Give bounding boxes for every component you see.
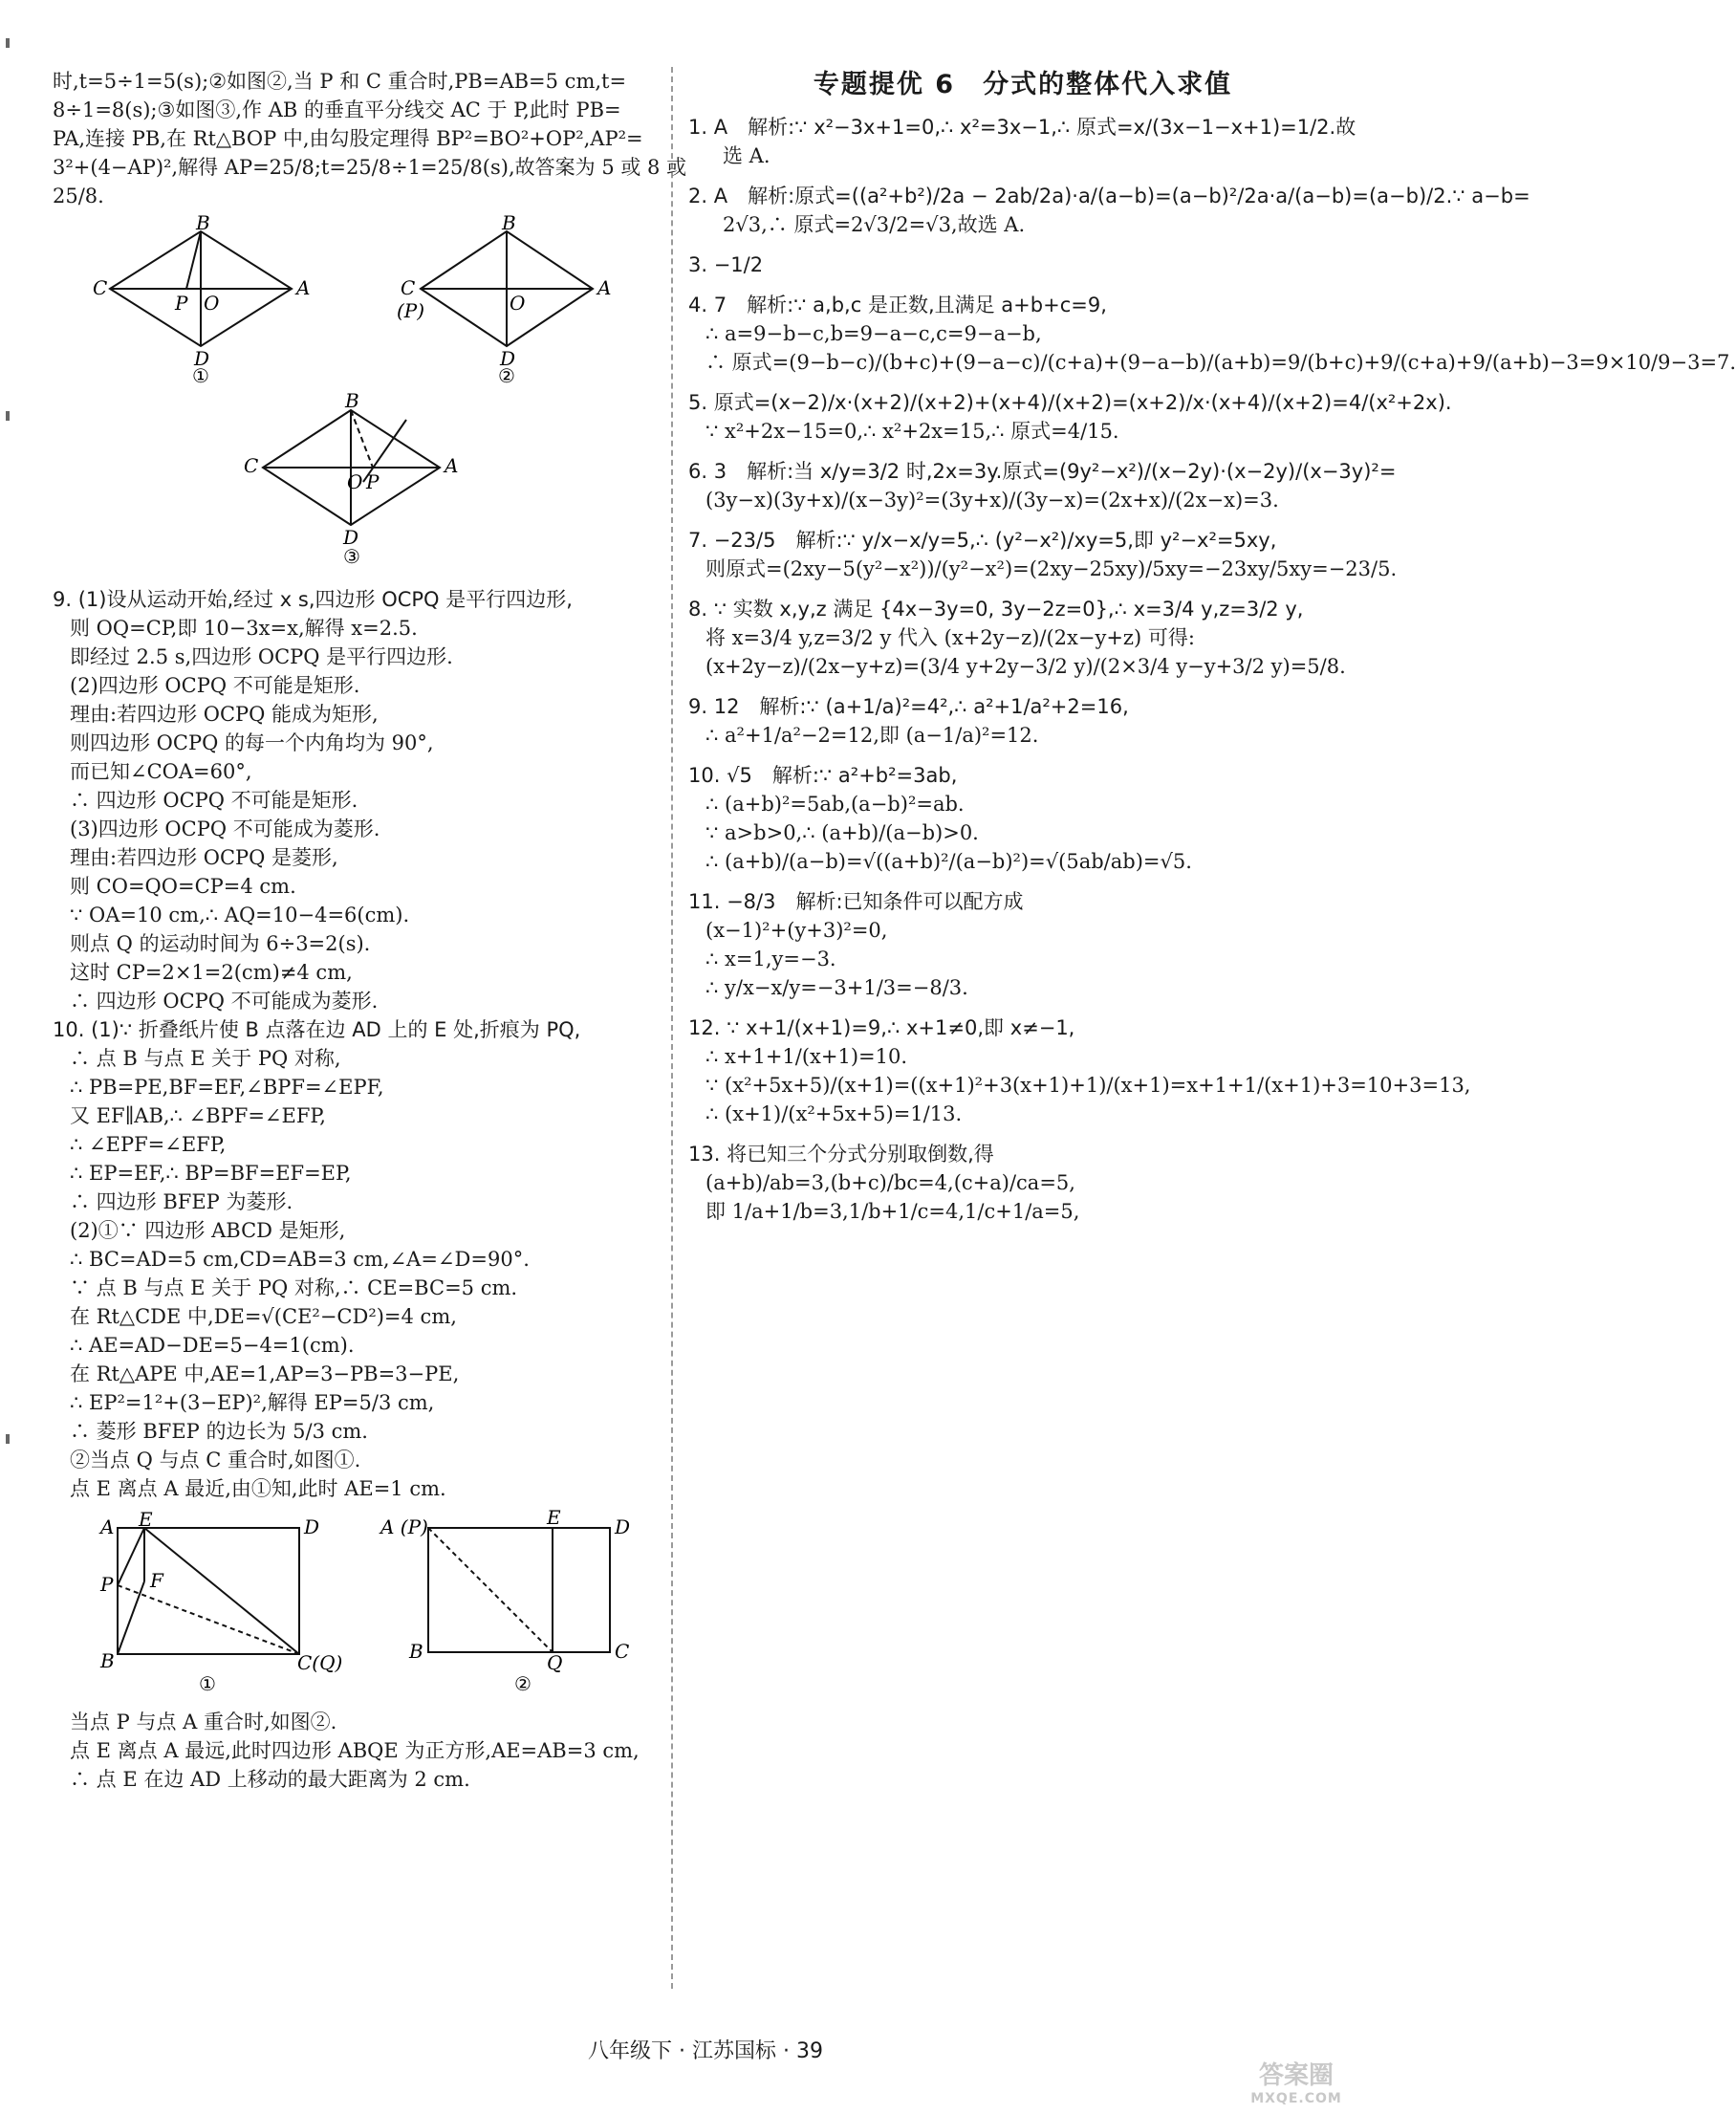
- text-line: 选 A.: [723, 144, 770, 167]
- text-line: 则四边形 OCPQ 的每一个内角均为 90°,: [70, 731, 434, 754]
- text-line: (x+2y−z)/(2x−y+z)=(3/4 y+2y−3/2 y)/(2×3/4 y−y+3/2 y)=5/8.: [705, 655, 1346, 678]
- text-line: 9. 12 解析:∵ (a+1/a)²=4²,∴ a²+1/a²+2=16,: [688, 695, 1129, 718]
- text-line: ∵ a>b>0,∴ (a+b)/(a−b)>0.: [705, 821, 979, 844]
- figure-number: ①: [192, 364, 209, 387]
- label-ap: A (P): [380, 1515, 428, 1538]
- text-line: ∴ 四边形 OCPQ 不可能是矩形.: [70, 789, 358, 812]
- text-line: ∴ a=9−b−c,b=9−a−c,c=9−a−b,: [705, 322, 1042, 345]
- page-footer: 八年级下 · 江苏国标 · 39: [588, 2039, 823, 2063]
- label-o: O: [347, 470, 363, 493]
- text-line: 则原式=(2xy−5(y²−x²))/(y²−x²)=(2xy−25xy)/5xy=−23xy/5xy=−23/5.: [705, 557, 1398, 580]
- q8-continuation: [53, 67, 687, 210]
- label-o: O: [204, 292, 220, 315]
- label-b: B: [408, 1640, 423, 1663]
- text-line: ∴ (a+b)²=5ab,(a−b)²=ab.: [705, 793, 965, 816]
- label-f: F: [149, 1569, 163, 1592]
- text-line: (2)①∵ 四边形 ABCD 是矩形,: [70, 1219, 346, 1242]
- label-cq: C(Q): [296, 1651, 342, 1674]
- text-line: 这时 CP=2×1=2(cm)≠4 cm,: [70, 961, 353, 984]
- text-line: 在 Rt△APE 中,AE=1,AP=3−PB=3−PE,: [70, 1362, 460, 1385]
- figure-number: ①: [198, 1672, 216, 1695]
- text-line: ∴ x=1,y=−3.: [705, 948, 836, 970]
- watermark-logo: [1210, 2056, 1382, 2109]
- text-line: 当点 P 与点 A 重合时,如图②.: [70, 1711, 337, 1733]
- text-line: 9. (1)设从运动开始,经过 x s,四边形 OCPQ 是平行四边形,: [53, 588, 573, 611]
- label-d: D: [343, 526, 359, 549]
- rhombus-figure-3-wrap: [53, 389, 664, 568]
- label-b: B: [196, 211, 210, 234]
- label-e: E: [138, 1508, 153, 1531]
- text-line: ∴ x+1+1/(x+1)=10.: [705, 1045, 908, 1068]
- text-line: 25/8.: [53, 185, 104, 207]
- text-line: ∴ 点 E 在边 AD 上移动的最大距离为 2 cm.: [70, 1768, 470, 1791]
- text-line: 8÷1=8(s);③如图③,作 AB 的垂直平分线交 AC 于 P,此时 PB=: [53, 98, 621, 121]
- label-b: B: [99, 1649, 115, 1672]
- rhombus-figure-2: [397, 211, 626, 387]
- text-line: ②当点 Q 与点 C 重合时,如图①.: [70, 1449, 361, 1471]
- text-line: 理由:若四边形 OCPQ 能成为矩形,: [70, 703, 379, 726]
- rhombus-figure-3: [225, 389, 492, 568]
- q9-solution: [53, 585, 664, 1015]
- text-line: 即经过 2.5 s,四边形 OCPQ 是平行四边形.: [70, 645, 453, 668]
- text-line: 13. 将已知三个分式分别取倒数,得: [688, 1143, 994, 1166]
- margin-mark: [6, 38, 10, 48]
- text-line: 又 EF∥AB,∴ ∠BPF=∠EFP,: [70, 1104, 326, 1127]
- text-line: 4. 7 解析:∵ a,b,c 是正数,且满足 a+b+c=9,: [688, 294, 1107, 316]
- margin-mark: [6, 1434, 10, 1444]
- text-line: 理由:若四边形 OCPQ 是菱形,: [70, 846, 338, 869]
- label-d: D: [194, 347, 210, 370]
- text-line: ∴ 四边形 OCPQ 不可能成为菱形.: [70, 990, 379, 1013]
- text-line: 将 x=3/4 y,z=3/2 y 代入 (x+2y−z)/(2x−y+z) 可得:: [705, 626, 1195, 649]
- text-line: 在 Rt△CDE 中,DE=√(CE²−CD²)=4 cm,: [70, 1305, 457, 1328]
- label-p: P: [175, 292, 188, 315]
- text-line: ∴ PB=PE,BF=EF,∠BPF=∠EPF,: [70, 1076, 384, 1099]
- label-c: C: [93, 276, 108, 299]
- label-q: Q: [546, 1651, 562, 1674]
- q10-conclusion: [53, 1708, 664, 1794]
- column-divider: [671, 67, 673, 1989]
- text-line: (3)四边形 OCPQ 不可能成为菱形.: [70, 817, 380, 840]
- left-column: [53, 67, 687, 1794]
- text-line: 5. 原式=(x−2)/x·(x+2)/(x+2)+(x+4)/(x+2)=(x+2)/x·(x+4)/(x+2)=4/(x²+2x).: [688, 391, 1452, 414]
- text-line: ∴ ∠EPF=∠EFP,: [70, 1133, 227, 1156]
- text-line: (3y−x)(3y+x)/(x−3y)²=(3y+x)/(3y−x)=(2x+x)/(2x−x)=3.: [705, 489, 1279, 512]
- text-line: ∴ 四边形 BFEP 为菱形.: [70, 1190, 293, 1213]
- text-line: PA,连接 PB,在 Rt△BOP 中,由勾股定理得 BP²=BO²+OP²,AP²=: [53, 127, 643, 150]
- figure-number: ②: [498, 364, 515, 387]
- rectangle-figure-2: [380, 1506, 639, 1696]
- text-line: 10. (1)∵ 折叠纸片使 B 点落在边 AD 上的 E 处,折痕为 PQ,: [53, 1018, 581, 1041]
- text-line: ∴ a²+1/a²−2=12,即 (a−1/a)²=12.: [705, 724, 1039, 747]
- label-c: C: [244, 454, 259, 477]
- text-line: ∴ BC=AD=5 cm,CD=AB=3 cm,∠A=∠D=90°.: [70, 1248, 530, 1271]
- text-line: ∴ (a+b)/(a−b)=√((a+b)²/(a−b)²)=√(5ab/ab)=√5.: [705, 850, 1192, 873]
- section-title: 专题提优 6 分式的整体代入求值: [813, 70, 1233, 99]
- text-line: ∵ (x²+5x+5)/(x+1)=((x+1)²+3(x+1)+1)/(x+1)=x+1+1/(x+1)+3=10+3=13,: [705, 1074, 1471, 1097]
- text-line: ∴ 点 B 与点 E 关于 PQ 对称,: [70, 1047, 341, 1070]
- label-p: P: [99, 1573, 113, 1596]
- text-line: 则点 Q 的运动时间为 6÷3=2(s).: [70, 932, 371, 955]
- text-line: 2. A 解析:原式=((a²+b²)/2a − 2ab/2a)·a/(a−b)=(a−b)²/2a·a/(a−b)=(a−b)/2.∵ a−b=: [688, 185, 1530, 207]
- text-line: 而已知∠COA=60°,: [70, 760, 252, 783]
- text-line: (2)四边形 OCPQ 不可能是矩形.: [70, 674, 360, 697]
- text-line: ∴ AE=AD−DE=5−4=1(cm).: [70, 1334, 355, 1357]
- text-line: (x−1)²+(y+3)²=0,: [705, 919, 888, 942]
- rhombus-figure-1: [91, 211, 320, 387]
- label-d: D: [500, 347, 516, 370]
- text-line: 点 E 离点 A 最远,此时四边形 ABQE 为正方形,AE=AB=3 cm,: [70, 1739, 640, 1762]
- label-b: B: [345, 389, 359, 412]
- label-e: E: [546, 1506, 561, 1529]
- rectangle-figures-row: [53, 1506, 664, 1696]
- text-line: ∴ 原式=(9−b−c)/(b+c)+(9−a−c)/(c+a)+(9−a−b)/(a+b)=9/(b+c)+9/(c+a)+9/(a+b)−3=9×10/9−3=7.: [705, 351, 1736, 374]
- text-line: 7. −23/5 解析:∵ y/x−x/y=5,∴ (y²−x²)/xy=5,即 y²−x²=5xy,: [688, 529, 1277, 552]
- text-line: ∴ y/x−x/y=−3+1/3=−8/3.: [705, 976, 968, 999]
- label-c: C: [401, 276, 416, 299]
- label-d: D: [303, 1515, 319, 1538]
- margin-mark: [6, 411, 10, 421]
- text-line: 8. ∵ 实数 x,y,z 满足 {4x−3y=0, 3y−2z=0},∴ x=3/4 y,z=3/2 y,: [688, 598, 1304, 621]
- label-c: C: [614, 1640, 629, 1663]
- watermark-sub: MXQE.COM: [1250, 2091, 1342, 2106]
- text-line: 2√3,∴ 原式=2√3/2=√3,故选 A.: [723, 213, 1026, 236]
- rectangle-figure-1: [79, 1508, 342, 1696]
- text-line: ∴ 菱形 BFEP 的边长为 5/3 cm.: [70, 1420, 368, 1443]
- text-line: 12. ∵ x+1/(x+1)=9,∴ x+1≠0,即 x≠−1,: [688, 1016, 1075, 1039]
- label-o: O: [510, 292, 526, 315]
- right-column: [688, 67, 1736, 1226]
- label-p: (P): [397, 299, 425, 322]
- text-line: ∵ OA=10 cm,∴ AQ=10−4=6(cm).: [70, 904, 410, 926]
- text-line: ∵ x²+2x−15=0,∴ x²+2x=15,∴ 原式=4/15.: [705, 420, 1119, 443]
- label-a: A: [99, 1515, 114, 1538]
- label-b: B: [502, 211, 516, 234]
- text-line: 即 1/a+1/b=3,1/b+1/c=4,1/c+1/a=5,: [705, 1200, 1080, 1223]
- text-line: ∵ 点 B 与点 E 关于 PQ 对称,∴ CE=BC=5 cm.: [70, 1276, 518, 1299]
- label-a: A: [296, 276, 311, 299]
- label-d: D: [614, 1515, 630, 1538]
- figure-number: ③: [343, 545, 360, 568]
- text-line: 6. 3 解析:当 x/y=3/2 时,2x=3y.原式=(9y²−x²)/(x−2y)·(x−2y)/(x−3y)²=: [688, 460, 1397, 483]
- q10-solution: [53, 1015, 664, 1503]
- text-line: 11. −8/3 解析:已知条件可以配方成: [688, 890, 1024, 913]
- text-line: 3. −1/2: [688, 253, 764, 276]
- text-line: 则 CO=QO=CP=4 cm.: [70, 875, 296, 898]
- text-line: 时,t=5÷1=5(s);②如图②,当 P 和 C 重合时,PB=AB=5 cm,t=: [53, 70, 627, 93]
- text-line: 10. √5 解析:∵ a²+b²=3ab,: [688, 764, 958, 787]
- text-line: (a+b)/ab=3,(b+c)/bc=4,(c+a)/ca=5,: [705, 1171, 1075, 1194]
- label-a: A: [597, 276, 612, 299]
- figure-number: ②: [513, 1672, 532, 1695]
- answers-list: [688, 113, 1736, 1226]
- text-line: 3²+(4−AP)²,解得 AP=25/8;t=25/8÷1=25/8(s),故答案为 5 或 8 或: [53, 156, 687, 179]
- text-line: 则 OQ=CP,即 10−3x=x,解得 x=2.5.: [70, 617, 418, 640]
- text-line: ∴ EP²=1²+(3−EP)²,解得 EP=5/3 cm,: [70, 1391, 435, 1414]
- label-p: P: [366, 470, 380, 493]
- text-line: 点 E 离点 A 最近,由①知,此时 AE=1 cm.: [70, 1477, 446, 1500]
- text-line: 1. A 解析:∵ x²−3x+1=0,∴ x²=3x−1,∴ 原式=x/(3x−1−x+1)=1/2.故: [688, 116, 1356, 139]
- label-a: A: [445, 454, 459, 477]
- rhombus-figures-row: [53, 211, 664, 387]
- text-line: ∴ EP=EF,∴ BP=BF=EF=EP,: [70, 1162, 352, 1185]
- text-line: ∴ (x+1)/(x²+5x+5)=1/13.: [705, 1102, 963, 1125]
- watermark-main: 答案圈: [1258, 2061, 1334, 2090]
